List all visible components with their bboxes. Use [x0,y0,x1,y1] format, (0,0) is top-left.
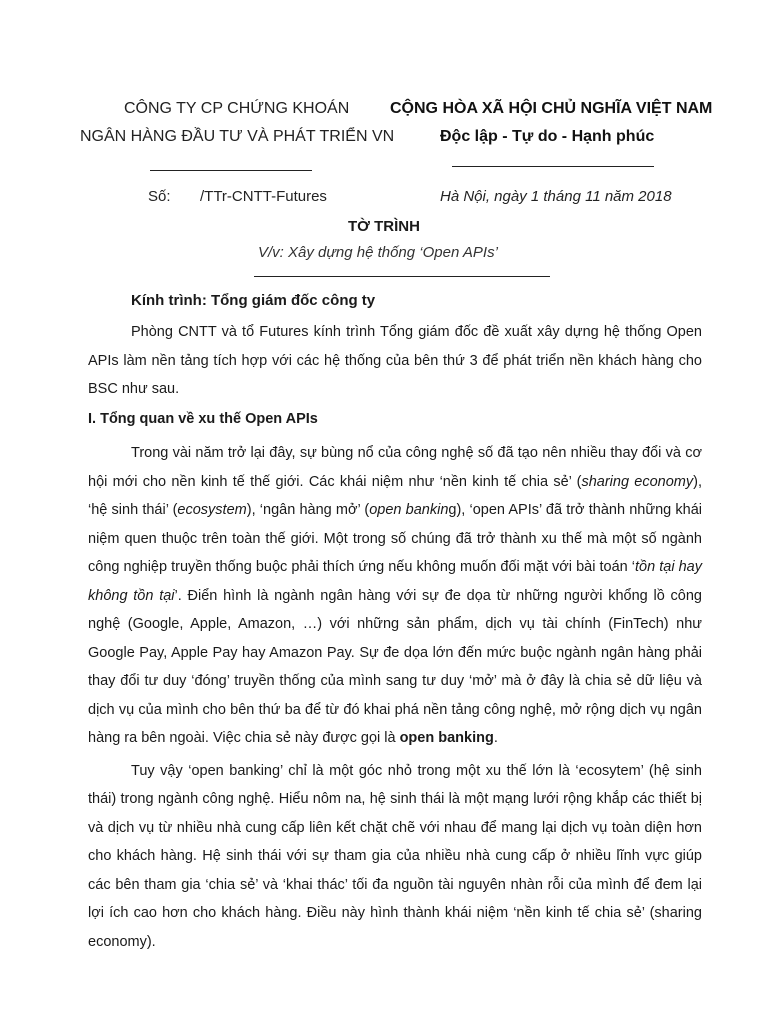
document-number: /TTr-CNTT-Futures [200,188,327,205]
addressee: Kính trình: Tổng giám đốc công ty [131,292,376,309]
document-subject: V/v: Xây dựng hệ thống ‘Open APIs’ [258,244,498,261]
nation-title: CỘNG HÒA XÃ HỘI CHỦ NGHĨA VIỆT NAM [390,100,713,117]
document-number-label: Số: [148,188,171,205]
section-heading: I. Tổng quan về xu thế Open APIs [88,410,318,427]
company-name-line2: NGÂN HÀNG ĐẦU TƯ VÀ PHÁT TRIỂN VN [80,128,395,145]
document-body [88,318,702,956]
motto-underline [452,166,654,167]
paragraph-ecosystem: Tuy vậy ‘open banking’ chỉ là một góc nhỏ trong một xu thế lớn là ‘ecosytem’ (hệ sinh thái) trong ngành công nghệ. Hiểu nôm na, hệ sinh thái là một mạng lưới rộng khắp các thiết bị và dịch vụ từ nhiều nhà cung cấp liên kết chặt chẽ với nhau để mang lại dịch vụ toàn diện hơn cho khách hàng. Hệ sinh thái với sự tham gia của nhiều nhà cung cấp ở nhiều lĩnh vực giúp các bên tham gia ‘chia sẻ’ và ‘khai thác’ tối đa nguồn tài nguyên nhàn rỗi của mình để đem lại lợi ích cao hơn cho khách hàng. Điều này hình thành khái niệm ‘nền kinh tế chia sẻ’ (sharing economy). [88,762,702,950]
subject-underline [254,276,550,277]
document-title: TỜ TRÌNH [348,218,420,235]
paragraph-open-apis-trend: Trong vài năm trở lại đây, sự bùng nổ của công nghệ số đã tạo nên nhiều thay đổi và cơ hội mới cho nền kinh tế thế giới. Các khái niệm như ‘nền kinh tế chia sẻ’ (sharing economy), ‘hệ sinh thái’ (ecosystem), ‘ngân hàng mở’ (open banking), ‘open APIs’ đã trở thành những khái niệm quen thuộc trên toàn thế giới. Một trong số chúng đã trở thành xu thế mà một số ngành công nghiệp truyền thống buộc phải thích ứng nếu không muốn đối mặt với bài toán ‘tồn tại hay không tồn tại’. Điển hình là ngành ngân hàng với sự đe dọa từ những người khổng lồ công nghệ (Google, Apple, Amazon, …) với những sản phẩm, dịch vụ tài chính (FinTech) như Google Pay, Apple Pay hay Amazon Pay. Sự đe dọa lớn đến mức buộc ngành ngân hàng phải thay đổi tư duy ‘đóng’ truyền thống của mình sang tư duy ‘mở’ mà ở đây là chia sẻ dữ liệu và dịch vụ của mình cho bên thứ ba để từ đó khai phá nền tảng công nghệ, mở rộng dịch vụ ngân hàng ra bên ngoài. Việc chia sẻ này được gọi là open banking. [88,445,702,746]
company-name-line1: CÔNG TY CP CHỨNG KHOÁN [124,100,350,117]
company-underline [150,170,312,171]
place-date: Hà Nội, ngày 1 tháng 11 năm 2018 [440,188,672,205]
intro-paragraph: Phòng CNTT và tổ Futures kính trình Tổng giám đốc đề xuất xây dựng hệ thống Open APIs làm nền tảng tích hợp với các hệ thống của bên thứ 3 để phát triển nền khách hàng cho BSC như sau. [88,324,702,397]
nation-motto: Độc lập - Tự do - Hạnh phúc [440,128,655,145]
